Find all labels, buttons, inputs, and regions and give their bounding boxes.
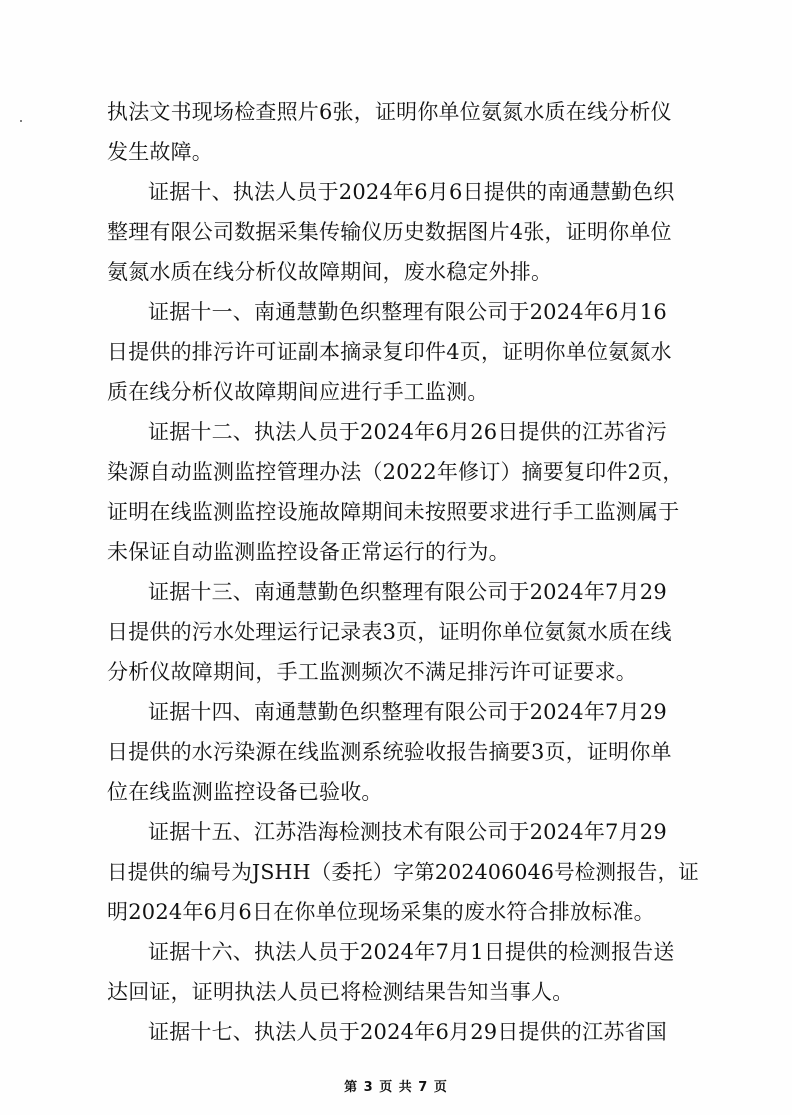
body-line: 发生故障。 — [107, 140, 213, 164]
body-line: 位在线监测监控设备已验收。 — [107, 780, 383, 804]
body-line: 证明在线监测监控设施故障期间未按照要求进行手工监测属于 — [107, 500, 680, 524]
body-line: 质在线分析仪故障期间应进行手工监测。 — [107, 380, 489, 404]
body-line: 日提供的编号为JSHH（委托）字第202406046号检测报告，证 — [107, 860, 699, 884]
body-line: 证据十六、执法人员于2024年7月1日提供的检测报告送 — [148, 940, 675, 964]
body-line: 执法文书现场检查照片6张，证明你单位氨氮水质在线分析仪 — [107, 100, 672, 124]
body-line: 未保证自动监测监控设备正常运行的行为。 — [107, 540, 510, 564]
body-line: 日提供的排污许可证副本摘录复印件4页，证明你单位氨氮水 — [107, 340, 672, 364]
body-line: 证据十七、执法人员于2024年6月29日提供的江苏省国 — [148, 1020, 667, 1044]
body-line: 达回证，证明执法人员已将检测结果告知当事人。 — [107, 980, 574, 1004]
body-line: 证据十、执法人员于2024年6月6日提供的南通慧勤色织 — [148, 180, 675, 204]
body-line: 日提供的污水处理运行记录表3页，证明你单位氨氮水质在线 — [107, 620, 672, 644]
page-number-footer: 第 3 页 共 7 页 — [344, 1080, 448, 1095]
body-line: 证据十五、江苏浩海检测技术有限公司于2024年7月29 — [148, 820, 667, 844]
body-line: 证据十三、南通慧勤色织整理有限公司于2024年7月29 — [148, 580, 667, 604]
body-line: 日提供的水污染源在线监测系统验收报告摘要3页，证明你单 — [107, 740, 672, 764]
body-line: 整理有限公司数据采集传输仪历史数据图片4张，证明你单位 — [107, 220, 672, 244]
body-line: 染源自动监测监控管理办法（2022年修订）摘要复印件2页， — [107, 460, 684, 484]
body-line: 氨氮水质在线分析仪故障期间，废水稳定外排。 — [107, 260, 553, 284]
body-line: 分析仪故障期间，手工监测频次不满足排污许可证要求。 — [107, 660, 637, 684]
body-line: 明2024年6月6日在你单位现场采集的废水符合排放标准。 — [107, 900, 655, 924]
body-line: 证据十四、南通慧勤色织整理有限公司于2024年7月29 — [148, 700, 667, 724]
body-line: 证据十二、执法人员于2024年6月26日提供的江苏省污 — [148, 420, 667, 444]
body-line: 证据十一、南通慧勤色织整理有限公司于2024年6月16 — [148, 300, 667, 324]
scan-speck — [20, 120, 22, 122]
